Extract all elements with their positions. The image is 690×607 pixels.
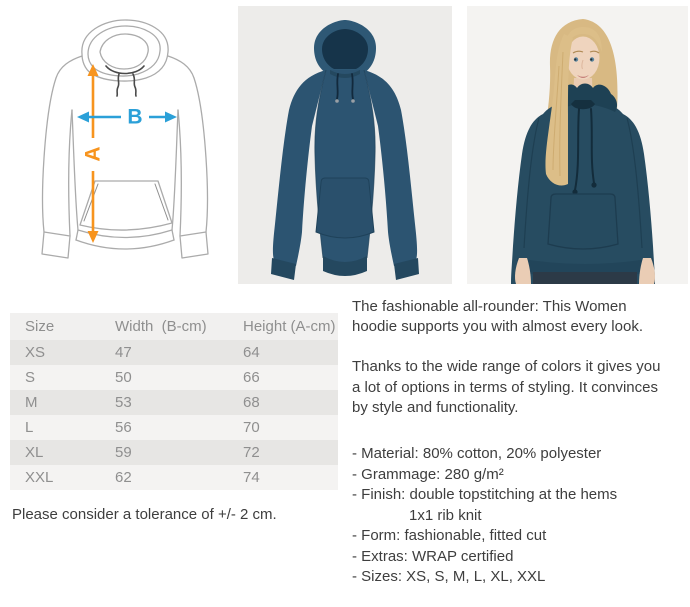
col-header-width: Width (B-cm): [115, 313, 243, 340]
size-cell: S: [10, 365, 115, 390]
description-paragraph-2: [352, 357, 688, 418]
size-diagram: [18, 8, 228, 280]
spec-material: - Material: 80% cotton, 20% polyester: [352, 445, 602, 463]
col-header-size: Size: [10, 313, 115, 340]
size-cell: XXL: [10, 465, 115, 490]
tolerance-note: Please consider a tolerance of +/- 2 cm.: [12, 506, 277, 523]
height-cell: 68: [243, 390, 338, 415]
size-table-header-row: [10, 313, 338, 340]
description-line: by style and functionality.: [352, 398, 519, 416]
width-cell: 53: [115, 390, 243, 415]
width-cell: 56: [115, 415, 243, 440]
height-cell: 72: [243, 440, 338, 465]
label-a: A: [81, 146, 105, 162]
height-arrow-a-icon: [82, 64, 105, 243]
hoodie-flat-photo: [238, 6, 452, 284]
description-paragraph-1: [352, 297, 688, 337]
size-row-s: [10, 365, 338, 390]
size-row-m: [10, 390, 338, 415]
size-cell: XL: [10, 440, 115, 465]
label-b: B: [127, 105, 143, 129]
height-cell: 64: [243, 340, 338, 365]
description-line: The fashionable all-rounder: This Women: [352, 298, 627, 315]
hoodie-model-photo: [467, 6, 688, 284]
description-line: a lot of options in terms of styling. It convinces: [352, 378, 658, 396]
col-header-height: Height (A-cm): [243, 313, 338, 340]
spec-extras: - Extras: WRAP certified: [352, 547, 514, 565]
product-description: [352, 297, 688, 588]
size-cell: M: [10, 390, 115, 415]
spec-grammage: - Grammage: 280 g/m²: [352, 465, 504, 483]
size-row-xs: [10, 340, 338, 365]
description-line: hoodie supports you with almost every look.: [352, 318, 643, 336]
size-row-xxl: [10, 465, 338, 490]
width-cell: 47: [115, 340, 243, 365]
spec-finish-cont: 1x1 rib knit: [409, 506, 482, 524]
height-cell: 66: [243, 365, 338, 390]
spec-form: - Form: fashionable, fitted cut: [352, 527, 547, 545]
size-table: [10, 313, 338, 490]
spec-finish: - Finish: double topstitching at the hems: [352, 486, 618, 504]
width-cell: 59: [115, 440, 243, 465]
size-row-xl: [10, 440, 338, 465]
height-cell: 70: [243, 415, 338, 440]
size-cell: L: [10, 415, 115, 440]
size-row-l: [10, 415, 338, 440]
hoodie-line-drawing: [18, 8, 228, 280]
width-cell: 62: [115, 465, 243, 490]
height-cell: 74: [243, 465, 338, 490]
description-line: Thanks to the wide range of colors it gives you: [352, 358, 661, 376]
spec-sizes: - Sizes: XS, S, M, L, XL, XXL: [352, 568, 546, 586]
width-cell: 50: [115, 365, 243, 390]
size-cell: XS: [10, 340, 115, 365]
spec-list: [352, 444, 688, 588]
